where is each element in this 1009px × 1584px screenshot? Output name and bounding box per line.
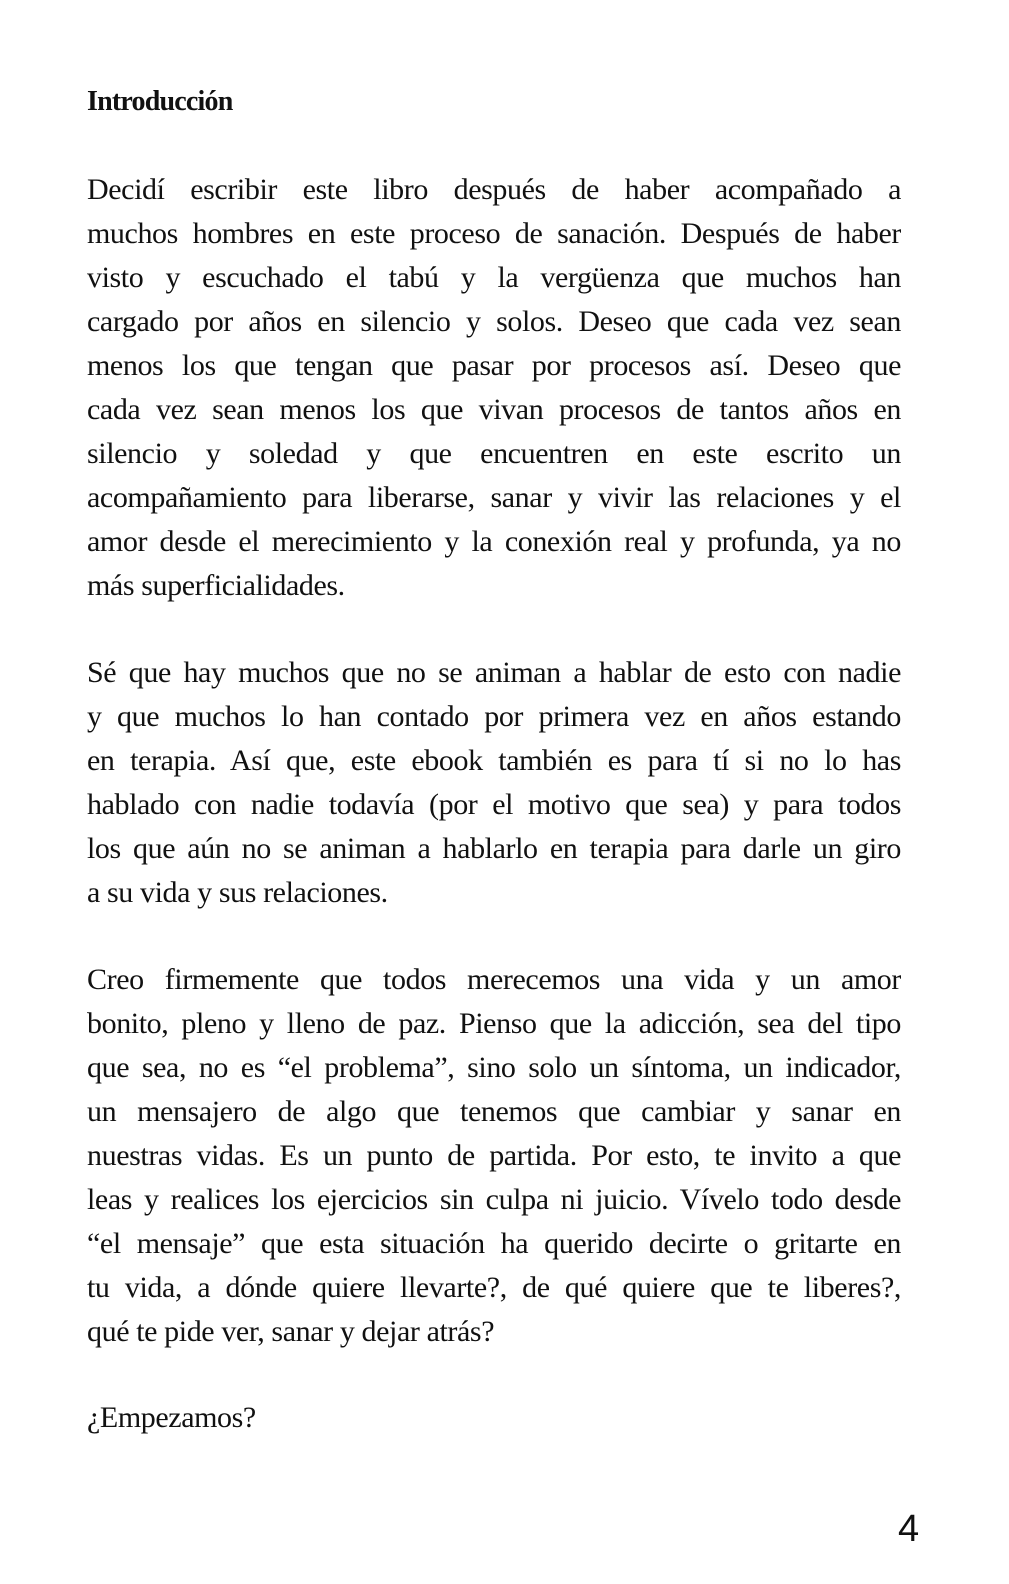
- text-line: que sea, no es “el problema”, sino solo un síntoma, un indicador,: [87, 1051, 901, 1084]
- text-line: Decidí escribir este libro después de haber acompañado a: [87, 173, 901, 206]
- text-line: muchos hombres en este proceso de sanación. Después de haber: [87, 217, 901, 250]
- text-line: nuestras vidas. Es un punto de partida. Por esto, te invito a que: [87, 1139, 901, 1172]
- paragraph-2: [87, 651, 901, 915]
- text-line: y que muchos lo han contado por primera vez en años estando: [87, 700, 901, 733]
- text-line: un mensajero de algo que tenemos que cambiar y sanar en: [87, 1095, 901, 1128]
- paragraph-4: [87, 1396, 901, 1440]
- text-line: hablado con nadie todavía (por el motivo que sea) y para todos: [87, 788, 901, 821]
- section-title: Introducción: [87, 86, 233, 117]
- paragraph-3: [87, 958, 901, 1354]
- text-line: más superficialidades.: [87, 569, 345, 602]
- text-line: qué te pide ver, sanar y dejar atrás?: [87, 1315, 495, 1348]
- text-line: cargado por años en silencio y solos. Deseo que cada vez sean: [87, 305, 901, 338]
- text-line: visto y escuchado el tabú y la vergüenza que muchos han: [87, 261, 901, 294]
- text-line: silencio y soledad y que encuentren en este escrito un: [87, 437, 901, 470]
- paragraph-1: [87, 168, 901, 608]
- text-line: bonito, pleno y lleno de paz. Pienso que la adicción, sea del tipo: [87, 1007, 901, 1040]
- page-number: 4: [898, 1508, 920, 1550]
- text-line: amor desde el merecimiento y la conexión real y profunda, ya no: [87, 525, 901, 558]
- text-line: en terapia. Así que, este ebook también es para tí si no lo has: [87, 744, 901, 777]
- text-line: Sé que hay muchos que no se animan a hablar de esto con nadie: [87, 656, 901, 689]
- text-line: a su vida y sus relaciones.: [87, 876, 388, 909]
- text-line: leas y realices los ejercicios sin culpa ni juicio. Vívelo todo desde: [87, 1183, 901, 1216]
- text-line: cada vez sean menos los que vivan procesos de tantos años en: [87, 393, 901, 426]
- text-line: ¿Empezamos?: [87, 1401, 256, 1434]
- text-line: Creo firmemente que todos merecemos una vida y un amor: [87, 963, 901, 996]
- text-line: los que aún no se animan a hablarlo en terapia para darle un giro: [87, 832, 901, 865]
- text-line: “el mensaje” que esta situación ha querido decirte o gritarte en: [87, 1227, 901, 1260]
- text-line: menos los que tengan que pasar por procesos así. Deseo que: [87, 349, 901, 382]
- text-line: tu vida, a dónde quiere llevarte?, de qué quiere que te liberes?,: [87, 1271, 901, 1304]
- text-line: acompañamiento para liberarse, sanar y vivir las relaciones y el: [87, 481, 901, 514]
